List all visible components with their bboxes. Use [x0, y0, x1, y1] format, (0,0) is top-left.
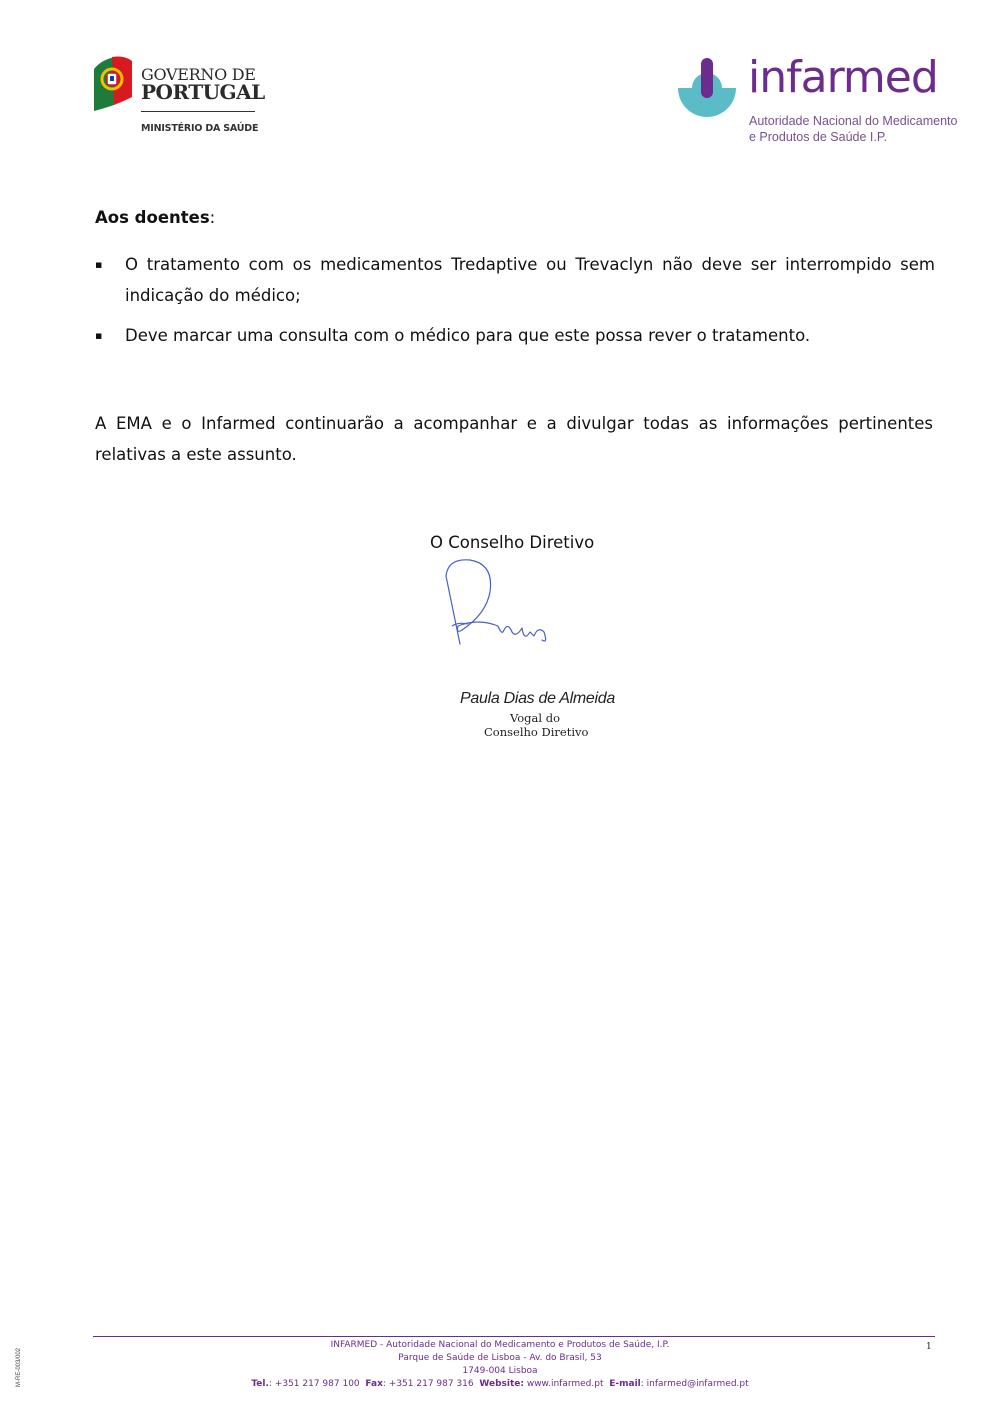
signer-role-line2: Conselho Diretivo [484, 725, 589, 739]
gov-logo-line1: GOVERNO DE [141, 65, 256, 84]
list-item [95, 249, 935, 311]
patients-heading [95, 202, 215, 233]
tel-value: : +351 217 987 100 [268, 1379, 360, 1389]
infarmed-subtitle-line2: e Produtos de Saúde I.P. [749, 130, 888, 144]
infarmed-u-symbol-icon [676, 58, 738, 122]
website-label: Website: [479, 1379, 524, 1389]
list-item [95, 320, 935, 351]
form-code-text: M-RE-003/002 [16, 1347, 22, 1387]
footer-divider [93, 1336, 935, 1337]
infarmed-subtitle-line1: Autoridade Nacional do Medicamento [749, 114, 958, 128]
closing-paragraph: A EMA e o Infarmed continuarão a acompanhar e a divulgar todas as informações pertinentes relativas a este assunto. [95, 414, 933, 464]
signer-role-line1: Vogal do [510, 711, 561, 725]
footer-address: Parque de Saúde de Lisboa - Av. do Brasil, 53 [398, 1353, 602, 1363]
infarmed-logo [676, 52, 958, 148]
handwritten-signature-icon [438, 556, 558, 651]
governo-de-portugal-logo [92, 55, 265, 140]
heading-bold-text: Aos doentes [95, 208, 210, 227]
form-code-vertical [16, 1345, 40, 1390]
bullet-text: Deve marcar uma consulta com o médico para que este possa rever o tratamento. [125, 326, 811, 345]
gov-logo-divider [141, 111, 255, 112]
gov-logo-line2: PORTUGAL [141, 80, 265, 104]
infarmed-wordmark: infarmed [748, 52, 938, 103]
tel-label: Tel. [251, 1379, 269, 1389]
signer-name: Paula Dias de Almeida [460, 690, 615, 707]
page-number: 1 [926, 1342, 932, 1352]
footer-contacts [0, 1379, 1000, 1389]
fax-label: Fax [365, 1379, 383, 1389]
footer-postal-code: 1749-004 Lisboa [462, 1366, 538, 1376]
bullet-marker: ▪ [95, 329, 103, 342]
website-link[interactable]: www.infarmed.pt [523, 1379, 604, 1389]
portugal-flag-emblem-icon [92, 55, 132, 111]
bullet-text: O tratamento com os medicamentos Tredaptive ou Trevaclyn não deve ser interrompido sem indicação do médico; [125, 255, 935, 305]
heading-colon: : [209, 208, 216, 227]
email-link[interactable]: : infarmed@infarmed.pt [640, 1379, 749, 1389]
council-label: O Conselho Diretivo [430, 533, 595, 552]
footer-org-name: INFARMED - Autoridade Nacional do Medicamento e Produtos de Saúde, I.P. [330, 1340, 670, 1350]
bullet-marker: ▪ [95, 258, 103, 271]
fax-value: : +351 217 987 316 [382, 1379, 474, 1389]
gov-logo-ministry: MINISTÉRIO DA SAÚDE [141, 123, 259, 134]
email-label: E-mail [609, 1379, 641, 1389]
